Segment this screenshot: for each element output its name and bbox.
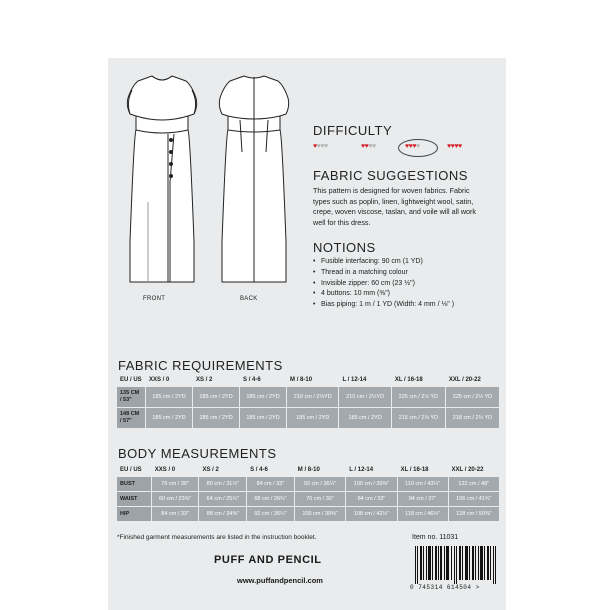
barcode-icon (412, 546, 502, 588)
heart-icon: ♥ (313, 143, 317, 150)
brand-url: www.puffandpencil.com (237, 576, 323, 585)
column-header: M / 8-10 (290, 377, 313, 383)
table-cell: 60 cm / 23⅝" (152, 492, 199, 506)
table-cell: 68 cm / 26¾" (247, 492, 294, 506)
table-cell: 118 cm / 46½" (398, 507, 448, 521)
table-cell: 185 cm / 2YD (240, 387, 286, 407)
heart-icon: ♥♥♥ (316, 143, 328, 150)
finished-measurements-note: *Finished garment measurements are listed in the instruction booklet. (117, 534, 317, 541)
brand-name: PUFF AND PENCIL (214, 554, 322, 566)
column-header: XXL / 20-22 (451, 467, 484, 473)
dress-back-drawing (219, 76, 288, 282)
heart-icon: ♥♥♥♥ (447, 143, 462, 150)
fabric-suggestions-heading: FABRIC SUGGESTIONS (313, 168, 468, 183)
column-header: L / 12-14 (349, 467, 374, 473)
row-label: HIP (117, 507, 151, 521)
row-label: BUST (117, 477, 151, 491)
table-row (117, 387, 499, 407)
table-row (117, 408, 499, 428)
table-cell: 92 cm / 36¼" (295, 477, 345, 491)
row-label: WAIST (117, 492, 151, 506)
table-cell: 225 cm / 2½ YD (392, 387, 445, 407)
table-cell: 210 cm / 2⅓YD (287, 387, 338, 407)
heart-icon: ♥♥ (361, 143, 369, 150)
notion-item: • Fusible interfacing: 90 cm (1 YD) (313, 257, 503, 268)
difficulty-level-1 (313, 143, 328, 150)
heart-icon: ♥♥ (368, 143, 376, 150)
notions-list (313, 257, 503, 311)
column-header: XXL / 20-22 (448, 377, 481, 383)
table-cell: 94 cm / 37" (398, 492, 448, 506)
column-header: S / 4-6 (250, 467, 268, 473)
table-cell: 110 cm / 43¼" (398, 477, 448, 491)
column-header: L / 12-14 (342, 377, 367, 383)
table-cell: 100 cm / 39⅜" (346, 477, 396, 491)
difficulty-level-4 (447, 143, 462, 150)
table-cell: 185 cm / 2YD (193, 408, 239, 428)
body-measurements-table (116, 463, 500, 522)
table-cell: 84 cm / 33" (346, 492, 396, 506)
table-cell: 106 cm / 41¾" (449, 492, 499, 506)
table-row (117, 507, 499, 521)
table-cell: 84 cm / 33" (152, 507, 199, 521)
front-label: FRONT (143, 296, 166, 302)
table-cell: 84 cm / 33" (247, 477, 294, 491)
table-cell: 122 cm / 48" (449, 477, 499, 491)
table-cell: 215 cm / 2⅓ YD (392, 408, 445, 428)
table-cell: 185 cm / 2YD (193, 387, 239, 407)
dress-illustration (112, 72, 302, 294)
table-cell: 76 cm / 30" (295, 492, 345, 506)
selected-difficulty-oval (398, 139, 438, 157)
table-cell: 76 cm / 30" (152, 477, 199, 491)
column-header: S / 4-6 (243, 377, 261, 383)
column-header: EU / US (120, 467, 142, 473)
table-cell: 185 cm / 2YD (146, 408, 192, 428)
table-header-row (117, 374, 499, 386)
table-cell: 218 cm / 2⅓ YD (446, 408, 499, 428)
column-header: XXS / 0 (149, 377, 170, 383)
notion-item: • Bias piping: 1 m / 1 YD (Width: 4 mm / ⅛" ) (313, 300, 503, 311)
column-header: XL / 16-18 (400, 467, 429, 473)
item-number: Item no. 11031 (412, 534, 459, 541)
fabric-suggestions-text: This pattern is designed for woven fabrics. Fabric types such as poplin, linen, lightweight wool, satin, crepe, woven viscose, taslan, and voile will all work well for this dress. (313, 186, 476, 227)
barcode-number: 0 745314 614504 > (410, 584, 480, 591)
table-cell: 100 cm / 39⅜" (295, 507, 345, 521)
table-cell: 210 cm / 2⅓YD (339, 387, 390, 407)
back-label: BACK (240, 296, 258, 302)
column-header: XXS / 0 (154, 467, 176, 473)
table-cell: 92 cm / 36¼" (247, 507, 294, 521)
column-header: XS / 2 (202, 467, 219, 473)
table-cell: 185 cm / 2YD (240, 408, 286, 428)
notion-item: • Invisible zipper: 60 cm (23 ½") (313, 279, 503, 290)
row-label: 148 CM / 57" (117, 408, 145, 428)
table-cell: 64 cm / 25¼" (199, 492, 246, 506)
fabric-requirements-table (116, 373, 500, 429)
fabric-requirements-heading: FABRIC REQUIREMENTS (118, 358, 283, 373)
row-label: 135 CM / 53" (117, 387, 145, 407)
heart-icon: ♥♥♥ (405, 143, 416, 150)
column-header: XS / 2 (196, 377, 213, 383)
difficulty-level-2 (361, 143, 376, 150)
table-row (117, 492, 499, 506)
body-measurements-heading: BODY MEASUREMENTS (118, 446, 277, 461)
difficulty-heading: DIFFICULTY (313, 123, 393, 138)
table-cell: 88 cm / 34⅝" (199, 507, 246, 521)
notion-item: • 4 buttons: 10 mm (⅜") (313, 289, 503, 300)
table-cell: 128 cm / 50⅜" (449, 507, 499, 521)
column-header: EU / US (120, 377, 142, 383)
table-row (117, 477, 499, 491)
heart-icon: ♥ (415, 143, 420, 150)
table-cell: 185 cm / 2YD (339, 408, 390, 428)
column-header: M / 8-10 (297, 467, 320, 473)
table-cell: 108 cm / 42½" (346, 507, 396, 521)
table-cell: 185 cm / 2YD (146, 387, 192, 407)
table-cell: 225 cm / 2½ YD (446, 387, 499, 407)
table-cell: 80 cm / 31½" (199, 477, 246, 491)
dress-front-drawing (127, 76, 196, 282)
column-header: XL / 16-18 (394, 377, 423, 383)
notion-item: • Thread in a matching colour (313, 268, 503, 279)
table-header-row (117, 464, 499, 476)
notions-heading: NOTIONS (313, 240, 376, 255)
table-cell: 185 cm / 2YD (287, 408, 338, 428)
